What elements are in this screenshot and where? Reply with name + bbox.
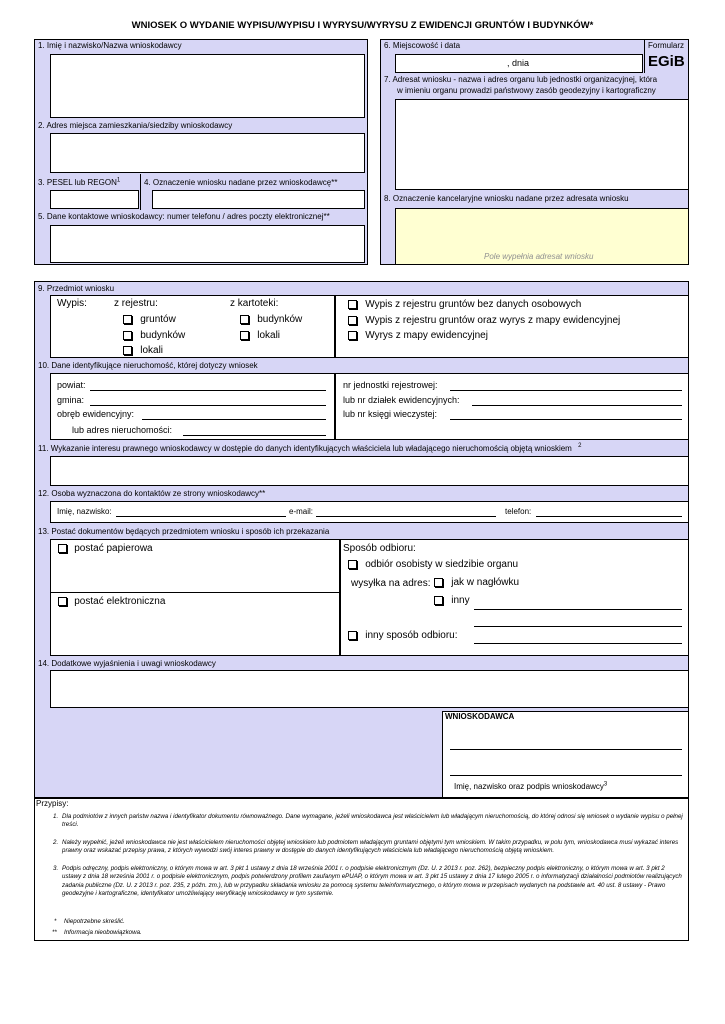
- field-5-label: 5. Dane kontaktowe wnioskodawcy: numer telefonu / adres poczty elektronicznej**: [38, 212, 330, 221]
- field-2-label: 2. Adres miejsca zamieszkania/siedziby wnioskodawcy: [38, 121, 233, 130]
- in-person-label: odbiór osobisty w siedzibie organu: [365, 559, 519, 570]
- budynki-checkbox[interactable]: [123, 331, 132, 340]
- wypis-bez-danych-label: Wypis z rejestru gruntów bez danych osobowych: [365, 299, 582, 310]
- signature-line-2[interactable]: [450, 775, 682, 776]
- nr-dzialek-input[interactable]: [472, 405, 682, 406]
- grunty-checkbox[interactable]: [123, 315, 132, 324]
- as-header-checkbox[interactable]: [434, 578, 443, 587]
- footnote-ref-2: 2: [578, 443, 582, 450]
- footnote-double-star-text: Informacja nieobowiązkowa.: [64, 929, 142, 936]
- field-3-label-text: 3. PESEL lub REGON: [38, 178, 117, 187]
- contact-data-input[interactable]: [50, 225, 365, 263]
- footnote-1-number: 1.: [53, 813, 59, 820]
- footnote-2-number: 2.: [53, 839, 59, 846]
- option-lokale[interactable]: [123, 345, 163, 357]
- other-method-label: inny sposób odbioru:: [365, 630, 458, 641]
- option-other-address[interactable]: [434, 595, 470, 607]
- electronic-label: postać elektroniczna: [74, 596, 166, 607]
- electronic-checkbox[interactable]: [58, 597, 67, 606]
- paper-checkbox[interactable]: [58, 544, 67, 553]
- applicant-reference-input[interactable]: [152, 190, 365, 209]
- field-7-label-line-2: w imieniu organu prowadzi państwowy zasób geodezyjny i kartograficzny: [397, 86, 656, 95]
- adres-label: lub adres nieruchomości:: [72, 425, 173, 435]
- field-13-label: 13. Postać dokumentów będących przedmiotem wniosku i sposób ich przekazania: [38, 527, 330, 536]
- delivery-method-label: Sposób odbioru:: [343, 543, 416, 554]
- field-3-label: [38, 178, 120, 188]
- footnote-1: [53, 813, 685, 831]
- footnote-star-symbol: *: [54, 918, 57, 925]
- other-address-input-2[interactable]: [474, 626, 682, 627]
- lokale-kartoteka-label: lokali: [257, 330, 281, 341]
- field-4-label: 4. Oznaczenie wniosku nadane przez wnioskodawcę**: [144, 178, 338, 187]
- field-9-label: 9. Przedmiot wniosku: [38, 284, 115, 293]
- budynki-kartoteka-label: budynków: [257, 314, 303, 325]
- subject-left-panel: [50, 295, 335, 358]
- field-12-label: 12. Osoba wyznaczona do kontaktów ze strony wnioskodawcy**: [38, 489, 266, 498]
- footnote-1-text: Dla podmiotów z innych państw nazwa i identyfikator dokumentu równoważnego. Dane wymagane, jeżeli wnioskodawca jest właścicielem lub władającym nieruchomością, do której odnosi się wniosek o wydanie wypisu o pełnej treści.: [62, 813, 683, 829]
- gmina-label: gmina:: [57, 395, 85, 405]
- nr-jednostki-input[interactable]: [450, 390, 682, 391]
- wypis-wyrys-checkbox[interactable]: [348, 316, 357, 325]
- contact-name-input[interactable]: [116, 516, 286, 517]
- contact-person-panel: [50, 501, 689, 523]
- wypis-bez-danych-checkbox[interactable]: [348, 300, 357, 309]
- gmina-input[interactable]: [90, 405, 326, 406]
- footnote-3-number: 3.: [53, 865, 59, 872]
- nr-kw-input[interactable]: [450, 419, 682, 420]
- applicant-name-input[interactable]: [50, 54, 365, 118]
- other-method-checkbox[interactable]: [348, 631, 357, 640]
- footnote-ref-1: 1: [116, 177, 121, 184]
- page-title: WNIOSEK O WYDANIE WYPISU/WYPISU I WYRYSU/WYRYSU Z EWIDENCJI GRUNTÓW I BUDYNKÓW*: [131, 20, 594, 31]
- form-code: EGiB: [648, 53, 685, 70]
- footnote-double-star: [53, 929, 353, 938]
- obreb-input[interactable]: [142, 419, 326, 420]
- wyrys-label: Wyrys z mapy ewidencyjnej: [365, 330, 488, 341]
- option-as-header[interactable]: [434, 577, 519, 589]
- footnote-3-text: Podpis odręczny, podpis elektroniczny, o którym mowa w art. 3 pkt 1 ustawy z dnia 18 września 2001 r. o podpisie elektronicznym (Dz. U. z 2013 r. poz. 262), bezpieczny podpis elektroniczny, o którym mowa w art. 3 pkt 2 ustawy z dnia 18 września 2001 r. o podpisie elektronicznym, podpis potwierdzony profilem zaufanym ePUAP, o którym mowa w art. 3 pkt 15 ustawy z dnia 17 lutego 2005 r. o informatyzacji działalności podmiotów realizujących zadania publiczne (Dz. U. z 2013 r. poz. 235, z późn. zm.), lub w przypadku składania wniosku za pomocą systemu teleinformatycznego, o którym mowa w przepisach wydanych na podstawie art. 40 ust. 8 ustawy - Prawo geodezyjne i kartograficzne, identyfikator umożliwiający weryfikację wnioskodawcy w tym systemie.: [62, 865, 682, 898]
- addressee-input[interactable]: [395, 99, 689, 190]
- option-wypis-wyrys[interactable]: [348, 315, 620, 327]
- in-person-checkbox[interactable]: [348, 560, 357, 569]
- option-other-method[interactable]: [348, 630, 458, 642]
- contact-email-label: e-mail:: [289, 507, 314, 516]
- grunty-label: gruntów: [140, 314, 176, 325]
- z-kartoteki-label: z kartoteki:: [230, 298, 279, 309]
- nr-dzialek-label: lub nr działek ewidencyjnych:: [343, 395, 460, 405]
- option-grunty[interactable]: [123, 314, 176, 326]
- wyrys-checkbox[interactable]: [348, 331, 357, 340]
- footnote-double-star-symbol: **: [52, 929, 57, 936]
- paper-label: postać papierowa: [74, 543, 153, 554]
- nr-kw-label: lub nr księgi wieczystej:: [343, 409, 438, 419]
- z-rejestru-label: z rejestru:: [114, 298, 158, 309]
- obreb-label: obręb ewidencyjny:: [57, 409, 135, 419]
- field-7-label-line-1: 7. Adresat wniosku - nazwa i adres organu lub jednostki organizacyjnej, która: [384, 75, 658, 84]
- by-mail-label: wysyłka na adres:: [351, 578, 431, 589]
- field-6-label: 6. Miejscowość i data: [384, 41, 461, 50]
- as-header-label: jak w nagłówku: [451, 577, 520, 588]
- contact-phone-label: telefon:: [505, 507, 532, 516]
- footnote-2-text: Należy wypełnić, jeżeli wnioskodawca nie jest właścicielem nieruchomości objętej wnioskiem lub podmiotem władającym gruntami objętymi tym wnioskiem. W takim przypadku, w polu tym, wnioskodawca musi wykazać interes prawny oraz wskazać przepisy prawa, z których wywodzi swój interes prawny w dostępie do danych identyfikujących właściciela lub władającego nieruchomością objętą wnioskiem.: [62, 839, 679, 855]
- footnote-star: [53, 918, 353, 927]
- applicant-address-input[interactable]: [50, 133, 365, 173]
- footnote-3: [53, 865, 685, 905]
- form-code-divider: [644, 39, 645, 73]
- option-in-person[interactable]: [348, 559, 518, 571]
- field-3-4-divider: [140, 174, 141, 210]
- contact-phone-input[interactable]: [536, 516, 682, 517]
- other-method-input[interactable]: [474, 643, 682, 644]
- field-11-label-text: 11. Wykazanie interesu prawnego wnioskodawcy w dostępie do danych identyfikujących właściciela lub władającego nieruchomością objętą wnioskiem: [38, 444, 572, 453]
- powiat-input[interactable]: [90, 390, 326, 391]
- other-address-checkbox[interactable]: [434, 596, 443, 605]
- legal-interest-input[interactable]: [50, 456, 689, 486]
- other-address-label: inny: [451, 595, 470, 606]
- field-14-label: 14. Dodatkowe wyjaśnienia i uwagi wnioskodawcy: [38, 659, 216, 668]
- wypis-wyrys-label: Wypis z rejestru gruntów oraz wyrys z mapy ewidencyjnej: [365, 315, 621, 326]
- option-electronic[interactable]: [58, 596, 165, 608]
- signature-caption-text: Imię, nazwisko oraz podpis wnioskodawcy: [454, 782, 604, 791]
- contact-email-input[interactable]: [316, 516, 496, 517]
- footnotes-label: Przypisy:: [36, 799, 69, 808]
- powiat-label: powiat:: [57, 380, 86, 390]
- office-reference-hint: Pole wypełnia adresat wniosku: [484, 252, 594, 261]
- adres-input[interactable]: [183, 435, 326, 436]
- footnote-2: [53, 839, 685, 857]
- lokale-checkbox[interactable]: [123, 346, 132, 355]
- signature-line-1[interactable]: [450, 749, 682, 750]
- option-wypis-bez-danych[interactable]: [348, 299, 581, 311]
- form-label: Formularz: [648, 41, 685, 50]
- signature-header: WNIOSKODAWCA: [445, 712, 515, 721]
- lokale-label: lokali: [140, 345, 164, 356]
- wypis-label: Wypis:: [57, 298, 87, 309]
- budynki-label: budynków: [140, 330, 186, 341]
- option-paper[interactable]: [58, 543, 153, 555]
- budynki-kartoteka-checkbox[interactable]: [240, 315, 249, 324]
- remarks-input[interactable]: [50, 670, 689, 708]
- field-10-label: 10. Dane identyfikujące nieruchomość, której dotyczy wniosek: [38, 361, 258, 370]
- footnote-ref-3: 3: [603, 781, 608, 788]
- field-11-label: [38, 444, 581, 454]
- paper-electronic-divider: [50, 592, 340, 593]
- field-8-label: 8. Oznaczenie kancelaryjne wniosku nadane przez adresata wniosku: [384, 194, 629, 203]
- field-1-label: 1. Imię i nazwisko/Nazwa wnioskodawcy: [38, 41, 182, 50]
- pesel-input[interactable]: [50, 190, 139, 209]
- signature-caption: [454, 782, 607, 792]
- option-budynki[interactable]: [123, 330, 185, 342]
- option-wyrys[interactable]: [348, 330, 488, 342]
- option-lokale-kartoteka[interactable]: [240, 330, 280, 342]
- option-budynki-kartoteka[interactable]: [240, 314, 302, 326]
- lokale-kartoteka-checkbox[interactable]: [240, 331, 249, 340]
- nr-jednostki-label: nr jednostki rejestrowej:: [343, 380, 438, 390]
- dnia-label: , dnia: [507, 58, 530, 68]
- footnote-star-text: Niepotrzebne skreślić.: [64, 918, 125, 925]
- contact-name-label: Imię, nazwisko:: [57, 507, 112, 516]
- other-address-input[interactable]: [474, 609, 682, 610]
